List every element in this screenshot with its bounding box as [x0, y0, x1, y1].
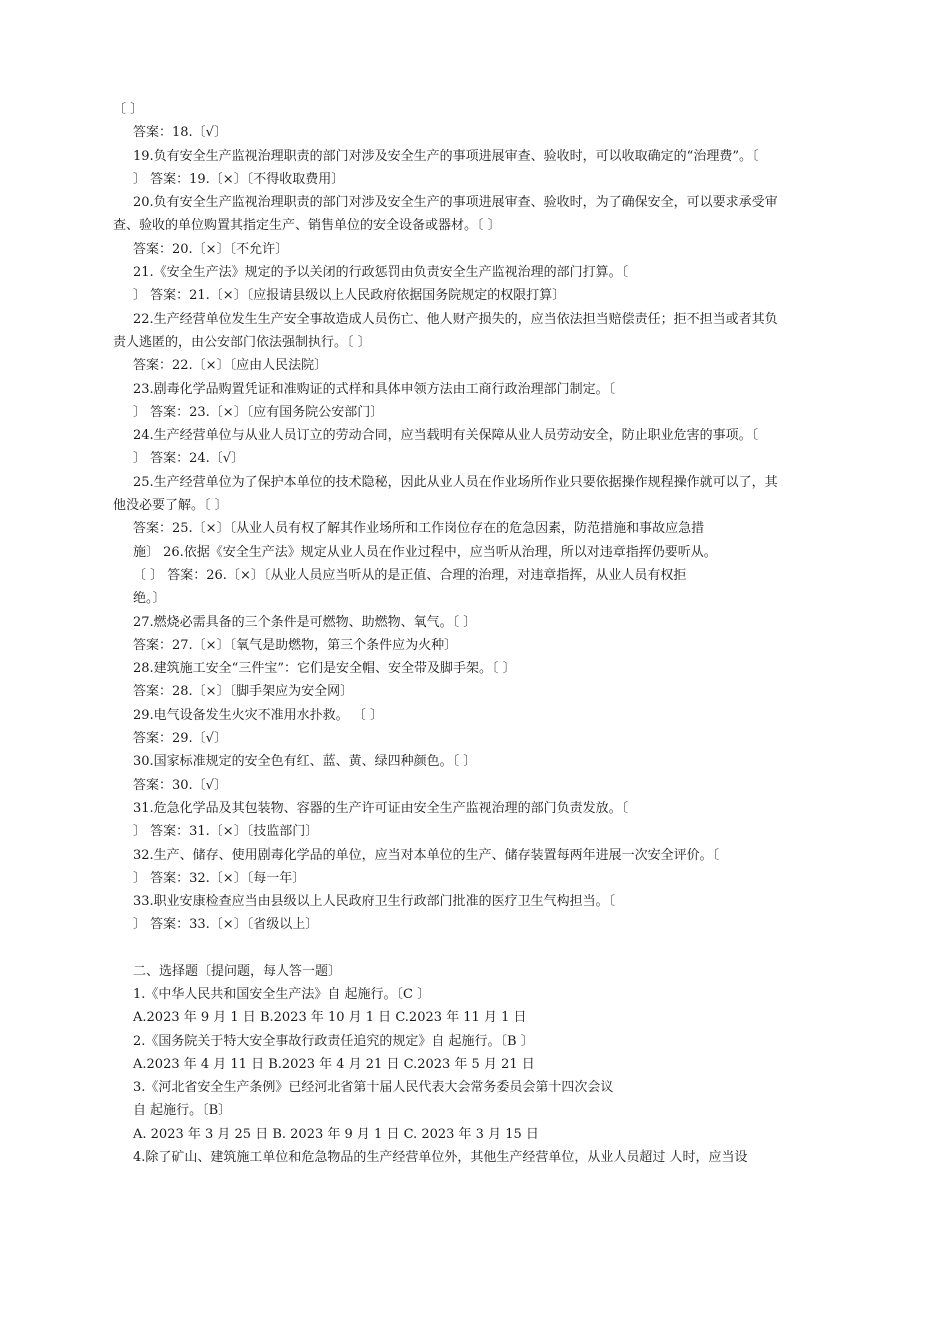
text-line: 答案：22.〔×〕〔应由人民法院〕	[133, 358, 328, 374]
text-line: 1.《中华人民共和国安全生产法》自 起施行。〔C 〕	[133, 986, 431, 1002]
text-line: 〕 答案：31.〔×〕〔技监部门〕	[133, 824, 319, 840]
text-line: 〔 〕	[113, 102, 144, 117]
text-line: 33.职业安康检查应当由县级以上人民政府卫生行政部门批准的医疗卫生气构担当。〔	[133, 894, 616, 910]
text-line: 他没必要了解。〔 〕	[113, 498, 228, 514]
text-line: 21.《安全生产法》规定的予以关闭的行政惩罚由负责安全生产监视治理的部门打算。〔	[133, 265, 629, 281]
text-line: 27.燃烧必需具备的三个条件是可燃物、助燃物、氧气。〔 〕	[133, 614, 477, 630]
text-line: 责人逃匿的，由公安部门依法强制执行。〔 〕	[113, 334, 371, 350]
text-line: 答案：29.〔√〕	[133, 731, 227, 747]
text-line: 22.生产经营单位发生生产安全事故造成人员伤亡、他人财产损失的，应当依法担当赔偿责任；拒不担当或者其负	[133, 311, 778, 327]
blank-line	[113, 937, 840, 960]
text-line: 23.剧毒化学品购置凭证和准购证的式样和具体申领方法由工商行政治理部门制定。〔	[133, 381, 616, 397]
text-line: 查、验收的单位购置其指定生产、销售单位的安全设备或器材。〔 〕	[113, 218, 501, 234]
text-line: 20.负有安全生产监视治理职责的部门对涉及安全生产的事项进展审查、验收时，为了确保安全，可以要求承受审	[133, 195, 778, 211]
text-line: 32.生产、储存、使用剧毒化学品的单位，应当对本单位的生产、储存装置每两年进展一次安全评价。〔	[133, 847, 720, 863]
text-line: 2.《国务院关于特大安全事故行政责任追究的规定》自 起施行。〔B 〕	[133, 1033, 534, 1049]
text-line: 28.建筑施工安全“三件宝”：它们是安全帽、安全带及脚手架。〔 〕	[133, 661, 516, 677]
text-line: 答案：30.〔√〕	[133, 777, 227, 793]
text-line: 30.国家标准规定的安全色有红、蓝、黄、绿四种颜色。〔 〕	[133, 754, 477, 770]
text-line: 自 起施行。〔B〕	[133, 1103, 232, 1119]
text-line: 31.危急化学品及其包装物、容器的生产许可证由安全生产监视治理的部门负责发放。〔	[133, 800, 629, 816]
text-line: 24.生产经营单位与从业人员订立的劳动合同，应当载明有关保障从业人员劳动安全，防止职业危害的事项。〔	[133, 428, 759, 444]
text-line: 答案：25.〔×〕〔从业人员有权了解其作业场所和工作岗位存在的危急因素，防范措施和事故应急措	[133, 521, 705, 537]
text-line: 25.生产经营单位为了保护本单位的技术隐秘，因此从业人员在作业场所作业只要依据操作规程操作就可以了，其	[133, 474, 778, 490]
text-line: 答案：28.〔×〕〔脚手架应为安全网〕	[133, 684, 354, 700]
text-line: A.2023 年 9 月 1 日 B.2023 年 10 月 1 日 C.2023 年 11 月 1 日	[133, 1010, 527, 1026]
text-line: 〕 答案：24.〔√〕	[133, 451, 245, 467]
text-line: 答案：20.〔×〕〔不允许〕	[133, 241, 289, 257]
text-line: 答案：18.〔√〕	[133, 125, 227, 141]
text-line: 〕 答案：19.〔×〕〔不得收取费用〕	[133, 171, 345, 187]
text-line: 〕 答案：32.〔×〕〔每一年〕	[133, 870, 306, 886]
text-line: A. 2023 年 3 月 25 日 B. 2023 年 9 月 1 日 C. 2023 年 3 月 15 日	[133, 1126, 539, 1142]
text-line: 〕 答案：23.〔×〕〔应有国务院公安部门〕	[133, 404, 384, 420]
text-line: 3.《河北省安全生产条例》已经河北省第十届人民代表大会常务委员会第十四次会议	[133, 1080, 614, 1096]
text-line: 4.除了矿山、建筑施工单位和危急物品的生产经营单位外，其他生产经营单位，从业人员超过 人时，应当设	[133, 1150, 748, 1166]
text-line: 绝。〕	[133, 591, 166, 607]
text-line: 二、选择题〔提问题，每人答一题〕	[133, 963, 342, 979]
text-line: 19.负有安全生产监视治理职责的部门对涉及安全生产的事项进展审查、验收时，可以收取确定的“治理费”。〔	[133, 148, 759, 164]
text-line: A.2023 年 4 月 11 日 B.2023 年 4 月 21 日 C.2023 年 5 月 21 日	[133, 1056, 535, 1072]
text-line: 29.电气设备发生火灾不准用水扑救。 〔 〕	[133, 707, 383, 723]
text-line: 〔 〕 答案：26.〔×〕〔从业人员应当听从的是正值、合理的治理，对违章指挥，从业人员有权拒	[133, 567, 687, 583]
text-line: 〕 答案：33.〔×〕〔省级以上〕	[133, 917, 319, 933]
text-line: 〕 答案：21.〔×〕〔应报请县级以上人民政府依据国务院规定的权限打算〕	[133, 288, 566, 304]
text-line: 施〕 26.依据《安全生产法》规定从业人员在作业过程中，应当听从治理，所以对违章指挥仍要听从。	[133, 544, 717, 560]
text-line: 答案：27.〔×〕〔氧气是助燃物，第三个条件应为火种〕	[133, 637, 458, 653]
